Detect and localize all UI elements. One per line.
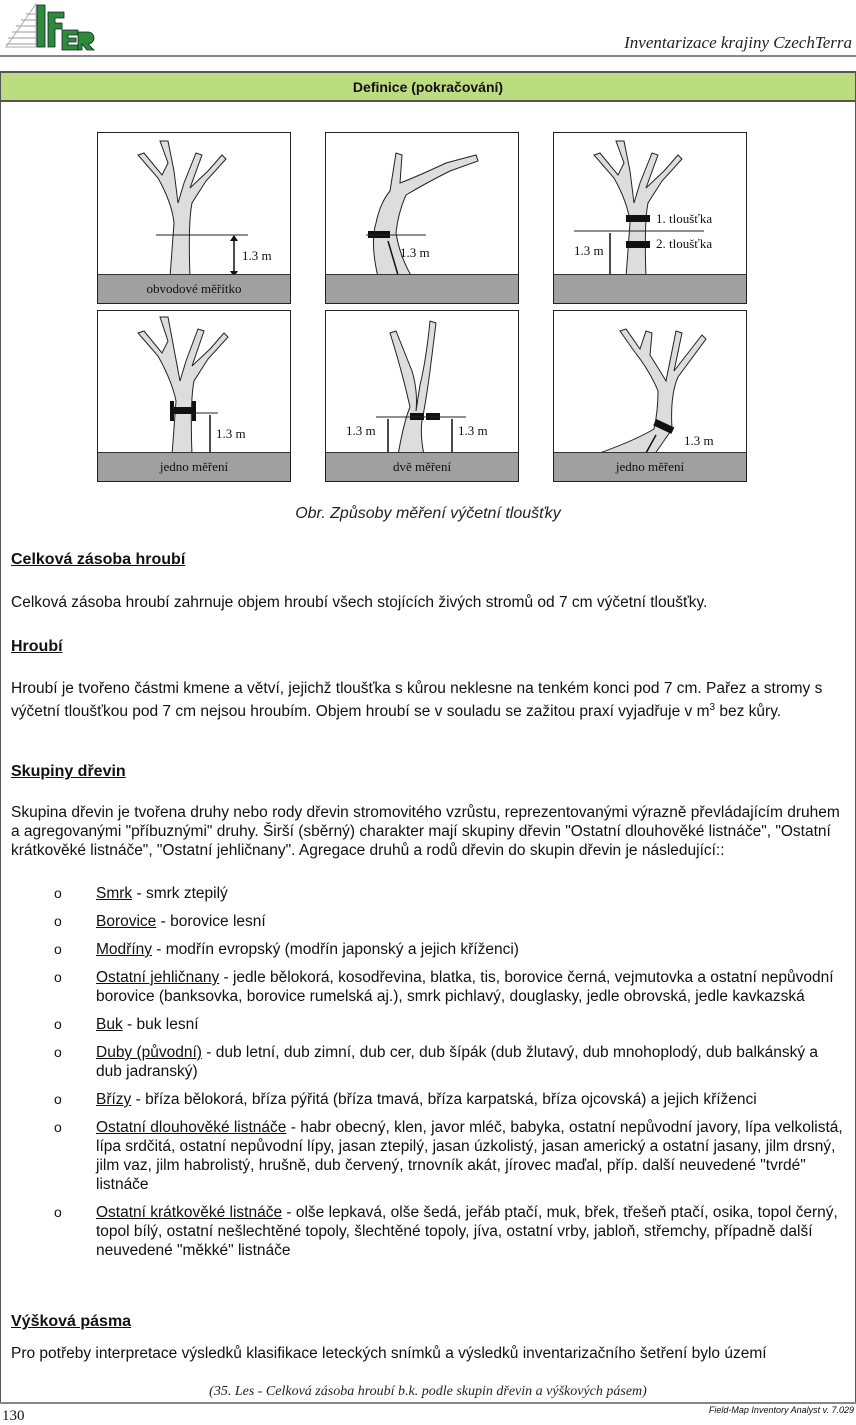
- bullet-icon: o: [54, 1016, 62, 1032]
- figure-panel-caliper-tape: [97, 132, 291, 304]
- group-term: Smrk: [96, 885, 133, 902]
- group-desc: - modřín evropský (modřín japonský a jejich kříženci): [152, 941, 519, 958]
- bullet-icon: o: [54, 941, 62, 957]
- group-term: Ostatní jehličnany: [96, 969, 220, 986]
- paragraph-height-zones: Pro potřeby interpretace výsledků klasifikace leteckých snímků a výsledků inventarizačního šetření bylo území: [11, 1345, 767, 1362]
- heading-total-stock: Celková zásoba hroubí: [11, 551, 186, 568]
- group-term: Duby (původní): [96, 1044, 202, 1061]
- list-item: [1, 1090, 855, 1109]
- group-term: Buk: [96, 1016, 123, 1033]
- height-label: 1.3 m: [242, 248, 272, 263]
- bullet-icon: o: [54, 1204, 62, 1220]
- height-label: 1.3 m: [216, 426, 246, 441]
- group-desc: - smrk ztepilý: [132, 885, 228, 902]
- ground-label: dvě měření: [326, 452, 518, 481]
- footer-divider: [0, 1402, 856, 1404]
- heading-height-zones: Výšková pásma: [11, 1313, 132, 1330]
- figure-panel-bent-base: [553, 310, 747, 482]
- bullet-icon: o: [54, 1091, 62, 1107]
- list-item: [1, 1015, 855, 1034]
- paragraph-total-stock: Celková zásoba hroubí zahrnuje objem hroubí všech stojících živých stromů od 7 cm výčetní tloušťky.: [11, 594, 708, 611]
- group-desc: - jedle bělokorá, kosodřevina, blatka, tis, borovice černá, vejmutovka a ostatní nepůvodní borovice (banksovka, borovice rumelská aj.), smrk pichlavý, douglasky, jedle obrovská, jedle kavkazská: [96, 969, 834, 1005]
- heading-tree-species-groups: Skupiny dřevin: [11, 763, 126, 780]
- height-label: 1.3 m: [684, 433, 714, 448]
- first-thickness-label: 1. tloušťka: [656, 211, 713, 226]
- group-term: Ostatní dlouhověké listnáče: [96, 1119, 287, 1136]
- software-version: Field-Map Inventory Analyst v. 7.029: [708, 1405, 854, 1415]
- bullet-icon: o: [54, 969, 62, 985]
- figure-caption: Obr. Způsoby měření výčetní tloušťky: [295, 505, 561, 522]
- ifer-logo: [4, 2, 96, 52]
- header-divider: [0, 55, 856, 57]
- group-term: Borovice: [96, 913, 157, 930]
- group-desc: - borovice lesní: [156, 913, 266, 930]
- group-desc: - buk lesní: [122, 1016, 199, 1033]
- group-desc: - olše lepkavá, olše šedá, jeřáb ptačí, muk, břek, třešeň ptačí, osika, topol černý, topol bílý, ostatní nešlechtěné topoly, šlechtěné topoly, jíva, ostatní vrby, jabloň, střemchy, případně další neuvedené "měkké" listnáče: [96, 1204, 838, 1259]
- heading-merchantable-wood: Hroubí: [11, 638, 63, 655]
- ground-label: obvodové měřítko: [98, 274, 290, 303]
- list-item: [1, 1203, 855, 1260]
- page-number: 130: [2, 1408, 25, 1424]
- dbh-measurement-figure: [97, 132, 749, 482]
- group-desc: - habr obecný, klen, javor mléč, babyka, ostatní nepůvodní javory, lípa velkolistá, lípa srdčitá, ostatní nepůvodní lípy, jasan ztepilý, jasan úzkolistý, jasan americký a ostatní jasany, jilm drsný, jilm vaz, jilm habrolistý, hrušně, dub červený, trnovník akát, jírovec maďal, příp. další neuvedené "tvrdé" listnáče: [96, 1119, 843, 1193]
- document-title: Inventarizace krajiny CzechTerra: [624, 33, 852, 52]
- figure-panel-double-measure: [325, 310, 519, 482]
- height-label-right: 1.3 m: [458, 423, 488, 438]
- group-term: Ostatní krátkověké listnáče: [96, 1204, 283, 1221]
- figure-panel-swelling: [553, 132, 747, 304]
- paragraph-tree-species-groups: Skupina dřevin je tvořena druhy nebo rody dřevin stromovitého vzrůstu, reprezentovanými výrazně převládajícím druhem a agregovanými "příbuznými" druhy. Širší (sběrný) charakter mají skupiny dřevin "Ostatní dlouhověké listnáče", "Ostatní krátkověké listnáče", "Ostatní jehličnany". Agregace druhů a rodů dřevin do skupin dřevin je následující::: [11, 804, 840, 859]
- group-desc: - dub letní, dub zimní, dub cer, dub šípák (dub žlutavý, dub mnohoplodý, dub balkánský a dub jadranský): [96, 1044, 819, 1080]
- species-group-list: [1, 884, 855, 1269]
- list-item: [1, 912, 855, 931]
- group-desc: - bříza bělokorá, bříza pýřitá (bříza tmavá, bříza karpatská, bříza ojcovská) a jejich kříženci: [131, 1091, 757, 1108]
- list-item: [1, 1043, 855, 1081]
- group-term: Břízy: [96, 1091, 132, 1108]
- list-item: [1, 884, 855, 903]
- list-item: [1, 968, 855, 1006]
- ground-label: jedno měření: [98, 452, 290, 481]
- height-label: 1.3 m: [574, 243, 604, 258]
- bullet-icon: o: [54, 1119, 62, 1135]
- second-thickness-label: 2. tloušťka: [656, 236, 713, 251]
- paragraph-merchantable-wood: Hroubí je tvořeno částmi kmene a větví, jejichž tloušťka s kůrou neklesne na tenkém konci pod 7 cm. Pařez a stromy s výčetní tloušťkou pod 7 cm nejsou hroubím. Objem hroubí se v souladu se zažitou praxí vyjadřuje v $m^3$ bez kůry.: [11, 680, 823, 721]
- bullet-icon: o: [54, 885, 62, 901]
- footer-table-reference: (35. Les - Celková zásoba hroubí b.k. podle skupin dřevin a výškových pásem): [209, 1384, 647, 1399]
- figure-panel-leaning-tree: [325, 132, 519, 304]
- group-term: Modříny: [96, 941, 152, 958]
- bullet-icon: o: [54, 1044, 62, 1060]
- height-label: 1.3 m: [400, 245, 430, 260]
- content-frame: [0, 71, 856, 1404]
- list-item: [1, 940, 855, 959]
- height-label-left: 1.3 m: [346, 423, 376, 438]
- figure-panel-single-measure: [97, 310, 291, 482]
- ground-label: [554, 274, 746, 303]
- ground-label: [326, 274, 518, 303]
- bullet-icon: o: [54, 913, 62, 929]
- list-item: [1, 1118, 855, 1194]
- ground-label: jedno měření: [554, 452, 746, 481]
- section-title-bar: Definice (pokračování): [1, 72, 855, 102]
